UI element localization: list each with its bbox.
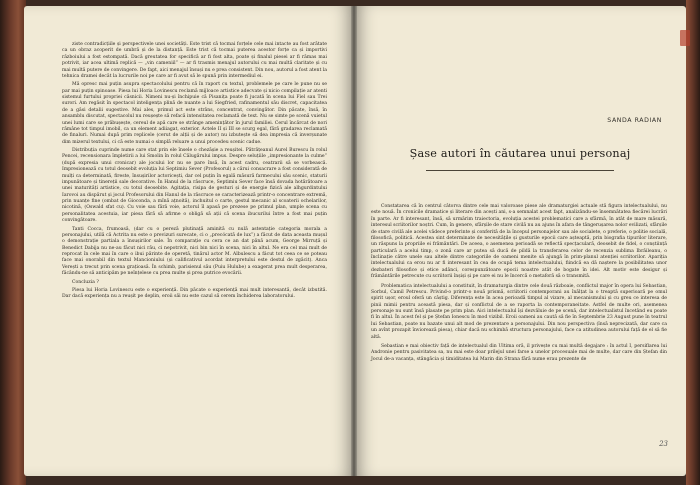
bookmark-tab [680,30,690,46]
page-number: 23 [659,440,668,448]
right-page-text [371,204,667,363]
right-page [354,6,686,476]
book-binding-right [686,0,700,485]
left-paragraph: Concluzia ? [72,279,99,285]
left-paragraph: Distribuția cuprinde nume care stat prin ele însele o chezășie a reușitei. Pătrățeanul Aurel Burescu în rolul Pencei, recensionara împletirii a lui Smolin în rolul Călugărului impus. Despre seluțiile „impresionante la culme” (după expresia unui cronicar) ale jocului lor nu se pare însă, în acest cadru, ceatrarii să se vorbească. Impresionează cu totul deosebit evoluția lui Septimiu Sever (Profesorul) a cărui consacrare a fost considerată de mulți ca determinată, fireste, însușirilor actoricești, dar cel puțin în egală măsură farmecului său scenic, staturii impunătoare și tinereții sale decorative. În Hanul de la răscruce, Septimiu Sever face însă dovada hotărâtoare a unei maturități artistice, cu totul deosebite. Agitația, risipa de gesturi și de energie fizică ale alhgurdintului Iarovoi au dispărut și jocul Profesorului din Hanul de la răscruce se caracterizează printr-o concentrare extremă, prin nuanțe fine (ombat de Gioconda, a mînă ațnoită), inchuitul o carte, gestul mecanic al scoaterii ochelarilor, nicotină, (Oswald sfat cu). Cu voie sau fără voie, actorul îl apasă pe prezese pe primul plan, umple scena cu personalitatea acestuia, iar piesa fără să afirme o obligă să ații că scena ibucurilui între a fost mai puțin convingătoare. [62,148,327,224]
left-paragraph: Tanti Cocca, frumoasă, (dar cu o pereză plutinață aminită cu nulă astentație categoria morala a personajului, utilă că Actrita nu este o previzuri surecate, ci o „precócată de lux”) a făcut de data aceasta mușul o demonstrație partiala a însușirilor sale. În comparație cu cera ce an dat până acum, George Mirruță și Benedict Dabija nu ne-au făcut nici rău, ci nepotrivit, nici bin nici în scena, nici în altul. Ne era cel mai mult de reprocat în cele mai în care o ibui părinte de operetă, tinărul actor M. Albulescu a fácut tot ceea ce se poteau face mai onorabil din textul Mancioniului (și calificativul acordat interpretului este destul de zgâcit). Anca Verești a trecut prin scena grațioasă. În schimb, parisienul său (Puiu Hulube) a exagerat prea mult desperarea, făcându-ne să anticipăm pe neînțelese cu prea multe și prea putrice evocării. [62,226,327,277]
right-paragraph: Problematica intelectualului a constituit, în dramaturgia dintre cele două războaie, conflictul major în opera lui Sebastian, Sorbul, Camil Petrescu. Privind-o printr-o nouă prismă, scriitorii contemporani au înălțat la o treaptă superioară pe omul spirit ușor, eroul oferă un câștig. Diferența este în acea perioadă timpul al vizare, al mecanismului și cu greu ce interesa de pinii mimii pentru această piesa, dar și conflictul de a se raporta la contemporaneitate. Astfel de multe ori, asemenea personaje nu sunt însă plasate pe prim plan. Aici intelectualul își dezvăluie de pe scenă, dar intelectualistul încetând eu poate fi în altul. În acest fel și pe Ștefan Ionescu în mod vizibil. Eroii oameni au caută să fie în Septembrie 23 August pune în teatrul lui Sebastian, poate nu bazate unui alt mod de prezentare a personajului. Din nou perspectiva (însă neprecizată, dar care ca un avînt prozapit înviorează piesa), chiar dacă nu schimbă structura personajului, face ca atitudinea autorului față de el să fie altă. [371,283,667,340]
right-paragraph: Sebastian e mai obiectiv față de intelectualul din Ultima oră, il privește cu mai multă degajare : în actul I, persiflarea lui Andronie pentru pasivitatea sa, nu mai este doar prilejul unei farse a unelor procesuale mai de multe, dar care din Ștefan din Jocul de-a vacanța, stângăcia și timiditatea lui Marin din Strana fără nume erau prezente de [371,343,667,362]
title-divider [426,170,614,171]
article-title: Șase autori în căutarea unui personaj [409,147,631,160]
left-paragraph: Mă opresc mai puțin asupra spectacolului pentru că în raport cu textul, problemele pe care le pune nu se par mai puțin spinoase. Piesa lui Horia Lovinescu reclamă mijloace artistice adecvate și nicio compilație ar atenti sistemul furtului propriei căsnicii. Nimeni nu-și închipuie că Pisanița poate fi jucată în scena lui Fiel sau Trei surori. Am regăsit în spectacol inteligența plină de nuante a lui Siegfried, rafinamentul său discret, capacitatea de a găsi detalii sugestive. Mai ales, primul act este strâns, concentrat, convingător. Din păcate, însă, în ansamblu discutat, spectacolul nu reușește să refacă intensitatea reclamată de text. Nu se simte pe scenă vuietul unei lumi care se prăbușește, cereul de apă care se strânge amenințător în jurul familiei. Cerul încărcat de nori rămâne tot timpul imobil, ca un element adiiagat, exterior. Actele II și III se scurg egal, fără gradarea reclamată de finaluri. Numai după prim replicele (cerut de alții și de autor) nu izbutește să dea impresia că inverșunate dim mizerul textului, ci că este numai o simplă reluare a unui procedeu scenic cadue. [62,82,328,145]
right-paragraph: Constatarea că în centrul câtorva dintre cele mai valoroase piese ale dramaturgiei actuale stă figura intelectualului, nu este nouă. În cronicile dramatice și literare din acești ani, s-a semnalat acest fapt, analizându-se însemnătatea fiecărei lucrări în parte. Ar fi interesant, însă, să urmărim traiectoria, evoluția acestei problematici care a sfârmă, în atât de mare măsură, interesul scriitorilor noștri. Cum, în genere, sfârșile de stare civilă nu au ajuns în afara de tângerușarea nolor evilizati, sfârșile de stare civilă ale acelei vădece preferinte și conferită de la începul personajelor sau ale socialete, o preferie, o politie socială, filosofică, politică. Acestea sint determinate de necesitățile și gusturile epocii care așteaptă, prin biografia tipurilor literare, un răspuns la propriile ei frământări. De aceea, o asemenea perioadă se reflectă specțaculară, deosebit de fidel, o conștiință particulară a acelui timp, o zonă care ar putea să ducă de pildă la transferarea celor de recenzia sublima Ibrăileanu, o înclinație către unele sau altele dintre categoriile de oameni menite să ajungă în prim-planul atenției scriitorilor. Apariția intelectualului ca erou nu ar fi interesant în cea de ocupă tema intelectualului, fiindcă ea dă naștere la posibilitatea unor dezbateri filosofice și etice adânci, corespunzătoare epocii noastre atât de bogate în idei. Alt motiv este desigur și frământările petrecute cu scriitorii înșiși și pe care ei nu le încercă o metaforă să o transmită. [371,204,667,280]
left-page [24,6,354,476]
left-paragraph: ziste contradicțiile și perspectivele unei societăți. Este trist că tocmai forțele cele mai intacte au fost arătate ca un obraz acoperit de umbră și de la distanță. Este trist că tocmai puterea acestor forțe ca și importivi războiului a fost estompată. Dacă greutatea for specifică ar fi fost alta, poate și finalul piesei ar fi rămas mai potrivit, iar acea ultimă replică — „vin cameniil” — ar fi trasmis menajul autorului cu mai multă claritate și cu mai multă putere de convingere. De fapt, aici menajul însuși nu e prea consistent. Din nou, autorul a fost atent la tehnica dramei decât la lucrurile noi pe care ar fi avut să le spună prin intermediul ei. [62,42,327,79]
left-page-text [62,42,327,301]
left-paragraph: Piesa lui Horia Lovinescu este o experiență. Din păcate o experiență mai mult interesantă, decât izbutită. Dar dacă experiența nu a reușit pe deplin, eroii săi nu este cazul să cerem închiderea laboratorului. [62,287,327,300]
book-binding-left [0,0,26,485]
book-gutter [351,6,357,476]
article-author: SANDA RADIAN [607,117,662,124]
